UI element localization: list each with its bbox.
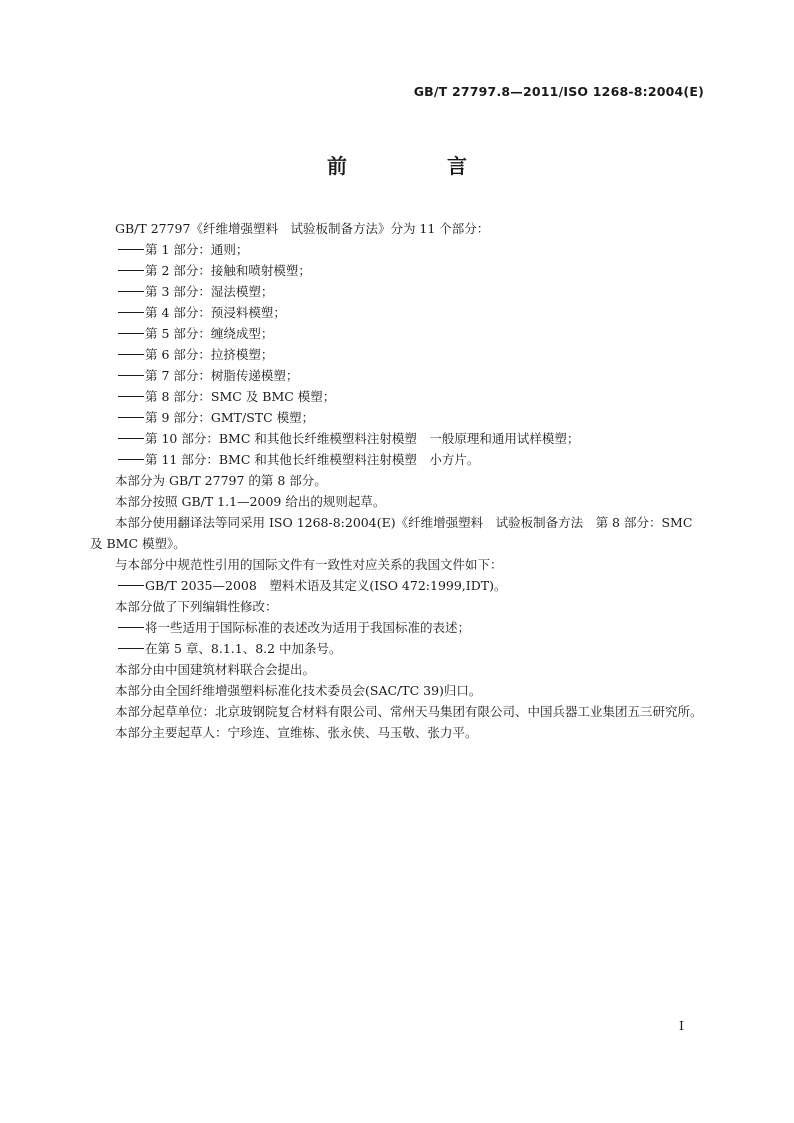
standard-code: GB/T 27797.8—2011/ISO 1268-8:2004(E) [413,84,704,99]
list-item: 第 4 部分：预浸料模塑； [90,302,705,323]
list-item: 第 2 部分：接触和喷射模塑； [90,260,705,281]
dash-mark [118,585,144,586]
part8-paragraph: 本部分为 GB/T 27797 的第 8 部分。 [115,473,327,488]
dash-mark [118,270,144,271]
list-item: 第 7 部分：树脂传递模塑； [90,365,705,386]
drafting-units-paragraph: 本部分起草单位：北京玻钢院复合材料有限公司、常州天马集团有限公司、中国兵器工业集团五三研究所。 [115,704,703,719]
edit-item: 在第 5 章、8.1.1、8.2 中加条号。 [90,638,705,659]
dash-mark [118,459,144,460]
list-item: 第 11 部分：BMC 和其他长纤维模塑料注射模塑 小方片。 [90,449,705,470]
dash-mark [118,354,144,355]
intro-paragraph: GB/T 27797《纤维增强塑料 试验板制备方法》分为 11 个部分： [115,221,490,236]
list-item: 第 10 部分：BMC 和其他长纤维模塑料注射模塑 一般原理和通用试样模塑； [90,428,705,449]
references-intro-paragraph: 与本部分中规范性引用的国际文件有一致性对应关系的我国文件如下： [115,557,503,572]
parts-list [90,239,705,470]
drafters-paragraph: 本部分主要起草人：宁珍连、宣维栋、张永侠、马玉敬、张力平。 [115,725,478,740]
dash-mark [118,249,144,250]
dash-mark [118,627,144,628]
dash-mark [118,396,144,397]
list-item: 第 3 部分：湿法模塑； [90,281,705,302]
translation-paragraph: 本部分使用翻译法等同采用 ISO 1268-8:2004(E)《纤维增强塑料 试验板制备方法 第 8 部分：SMC 及 BMC 模塑》。 [90,515,693,551]
dash-mark [118,417,144,418]
rules-paragraph: 本部分按照 GB/T 1.1—2009 给出的规则起草。 [115,494,386,509]
dash-mark [118,291,144,292]
page-title: 前 言 [327,154,507,178]
list-item: 第 9 部分：GMT/STC 模塑； [90,407,705,428]
edits-intro-paragraph: 本部分做了下列编辑性修改： [115,599,278,614]
list-item: 第 1 部分：通则； [90,239,705,260]
list-item: 第 8 部分：SMC 及 BMC 模塑； [90,386,705,407]
dash-mark [118,375,144,376]
committee-paragraph: 本部分由全国纤维增强塑料标准化技术委员会(SAC/TC 39)归口。 [115,683,482,698]
dash-mark [118,438,144,439]
page-number: I [679,1018,684,1033]
reference-item: GB/T 2035—2008 塑料术语及其定义(ISO 472:1999,IDT)。 [90,575,705,596]
dash-mark [118,648,144,649]
list-item: 第 5 部分：缠绕成型； [90,323,705,344]
dash-mark [118,333,144,334]
proposed-by-paragraph: 本部分由中国建筑材料联合会提出。 [115,662,316,677]
dash-mark [118,312,144,313]
list-item: 第 6 部分：拉挤模塑； [90,344,705,365]
foreword-body [90,218,705,743]
edit-item: 将一些适用于国际标准的表述改为适用于我国标准的表述； [90,617,705,638]
